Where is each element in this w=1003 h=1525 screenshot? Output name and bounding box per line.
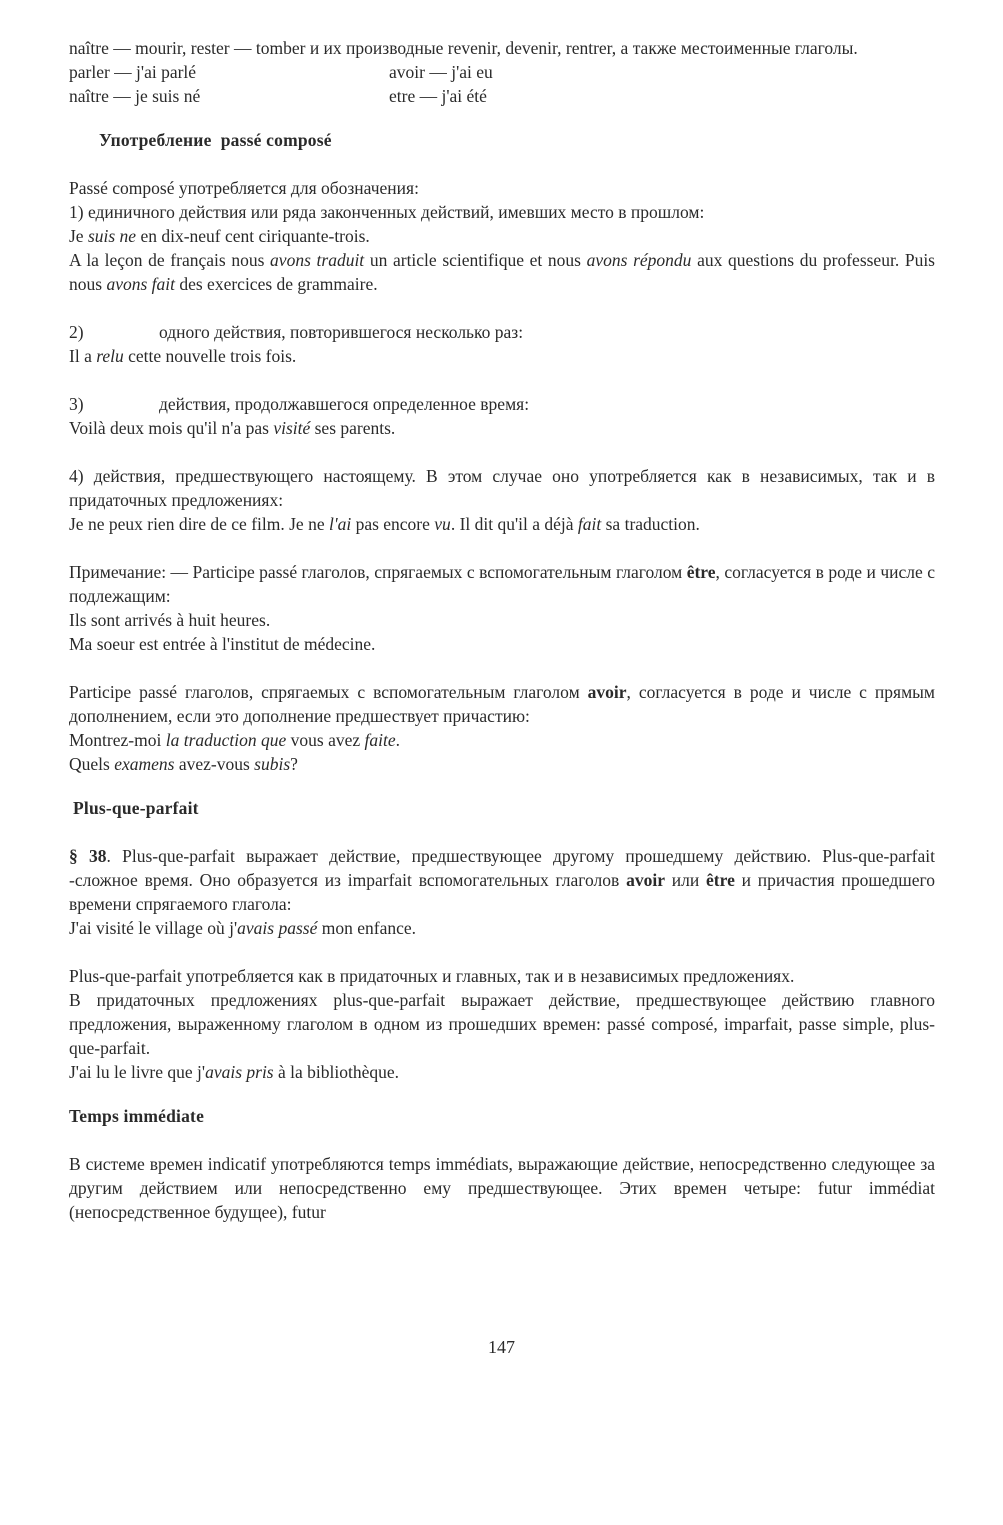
conjugation-example-row (69, 84, 935, 108)
section-heading-plus-que-parfait: Plus-que-parfait (73, 798, 199, 818)
note-paragraph: Примечание: — Participe passé глаголов, спрягаемых с вспомогательным глаголом être, согласуется в роде и числе с подлежащим: (69, 562, 935, 606)
note-paragraph-2: Participe passé глаголов, спрягаемых с вспомогательным глаголом avoir, согласуется в роде и числе с прямым дополнением, если это дополнение предшествует причастию: (69, 682, 935, 726)
example-right: avoir — j'ai eu (389, 62, 493, 82)
pqp-subordinate-paragraph: В придаточных предложениях plus-que-parfait выражает действие, предшествующее действию главного предложения, выраженному глаголом в одном из прошедших времен: passé composé, imparfait, passe simple, plus-que-parfait. (69, 990, 935, 1058)
example-right: etre — j'ai été (389, 86, 487, 106)
section-heading-usage: Употребление passé composé (99, 130, 332, 150)
example-sentence: Quels examens avez-vous subis? (69, 754, 298, 774)
usage-item-2: 2) одного действия, повторившегося несколько раз: (69, 322, 524, 342)
pqp-paragraph: § 38. Plus-que-parfait выражает действие, предшествующее другому прошедшему действию. Plus-que-parfait -сложное время. Оно образуется из imparfait вспомогательных глаголов avoir или être и причастия прошедшего времени спрягаемого глагола: (69, 846, 936, 914)
usage-intro: Passé composé употребляется для обозначения: (69, 178, 419, 198)
conjugation-example-row (69, 60, 935, 84)
usage-item-3: 3) действия, продолжавшегося определенное время: (69, 394, 530, 414)
usage-item-4: 4) действия, предшествующего настоящему. В этом случае оно употребляется как в независимых, так и в придаточных предложениях: (69, 466, 935, 510)
example-sentence: Je suis ne en dix-neuf cent ciriquante-trois. (69, 226, 370, 246)
example-sentence: Ils sont arrivés à huit heures. (69, 610, 271, 630)
example-left: parler — j'ai parlé (69, 62, 197, 82)
intro-paragraph: naître — mourir, rester — tomber и их производные revenir, devenir, rentrer, а также местоименные глаголы. (69, 38, 858, 58)
example-sentence: Il a relu cette nouvelle trois fois. (69, 346, 297, 366)
section-heading-temps-immediate: Temps immédiate (69, 1106, 205, 1126)
temps-immediat-paragraph: В системе времен indicatif употребляются temps immédiats, выражающие действие, непосредственно следующее за другим действием или непосредственно ему предшествующее. Этих времен четыре: futur immédiat (непосредственное будущее), futur (69, 1154, 935, 1222)
example-left: naître — je suis né (69, 86, 201, 106)
example-sentence: Voilà deux mois qu'il n'a pas visité ses parents. (69, 418, 396, 438)
example-sentence: J'ai lu le livre que j'avais pris à la bibliothèque. (69, 1062, 400, 1082)
example-sentence: A la leçon de français nous avons traduit un article scientifique et nous avons répondu aux questions du professeur. Puis nous avons fait des exercices de grammaire. (69, 250, 935, 294)
usage-item-1: 1) единичного действия или ряда законченных действий, имевших место в прошлом: (69, 202, 705, 222)
example-sentence: Montrez-moi la traduction que vous avez faite. (69, 730, 400, 750)
example-sentence: Je ne peux rien dire de ce film. Je ne l'ai pas encore vu. Il dit qu'il a déjà fait sa traduction. (69, 514, 700, 534)
example-sentence: J'ai visité le village où j'avais passé mon enfance. (69, 918, 416, 938)
example-sentence: Ma soeur est entrée à l'institut de médecine. (69, 634, 376, 654)
pqp-usage-paragraph: Plus-que-parfait употребляется как в придаточных и главных, так и в независимых предложениях. (69, 966, 795, 986)
page-number: 147 (488, 1337, 515, 1357)
